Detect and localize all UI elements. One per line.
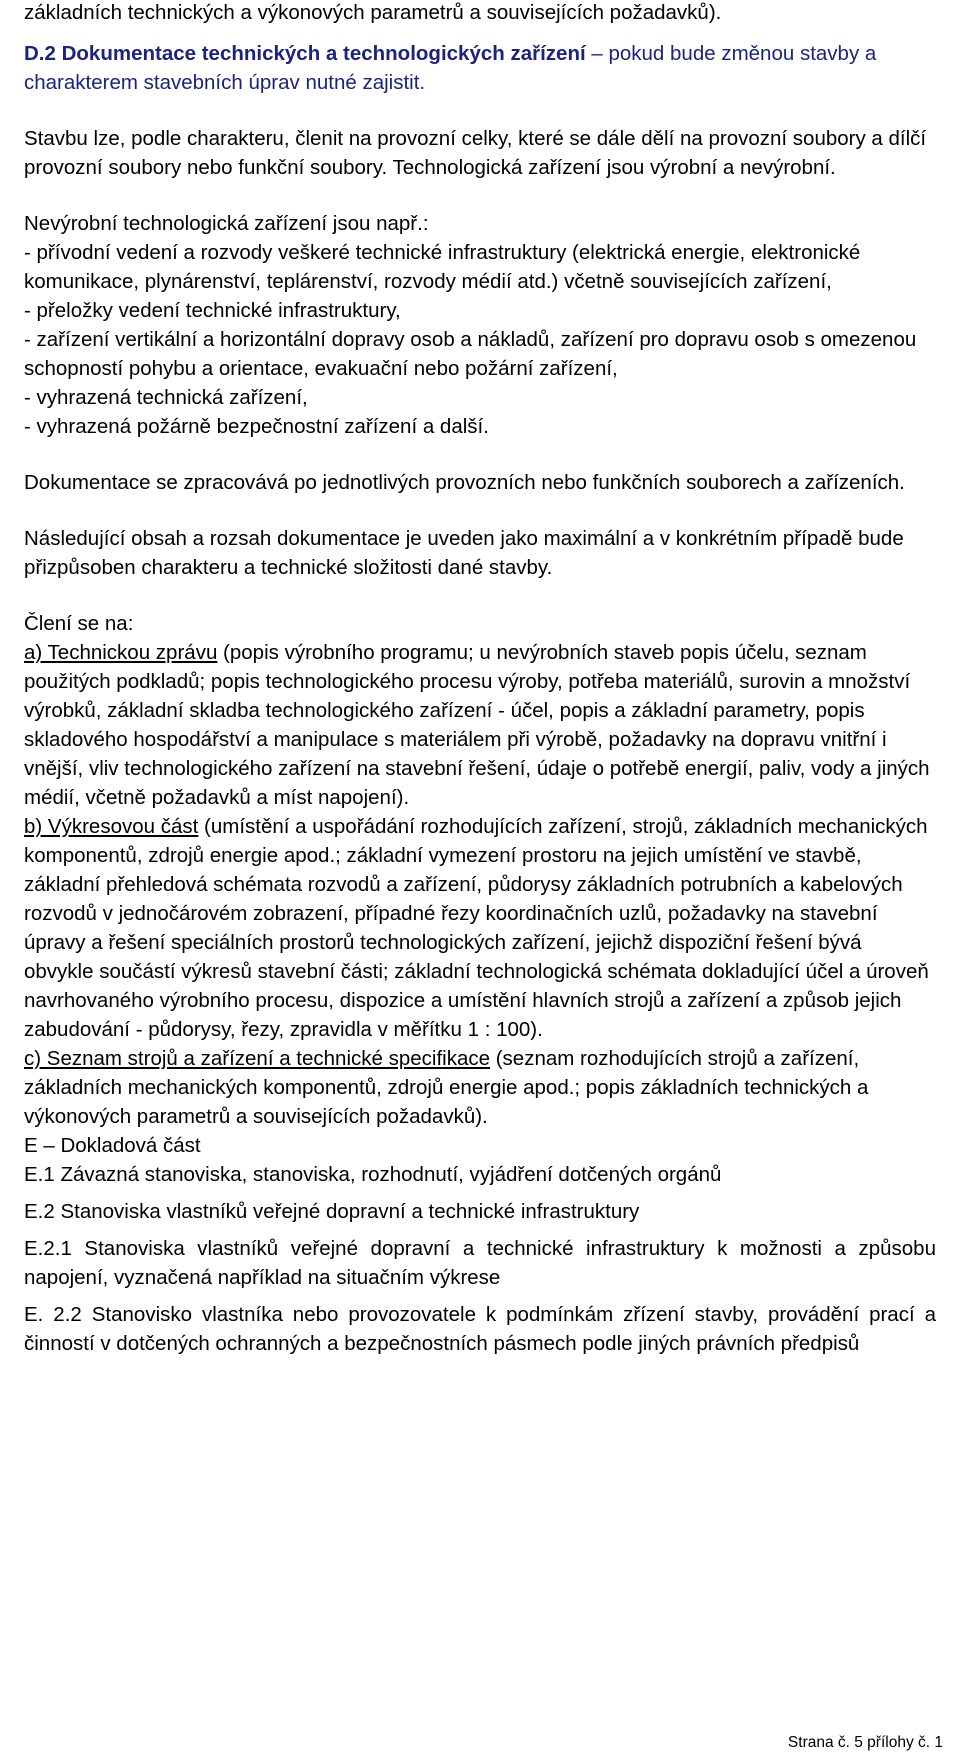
item-c: [24, 1044, 936, 1131]
section-e21: E.2.1 Stanoviska vlastníků veřejné dopravní a technické infrastruktury k možnosti a způsobu napojení, vyznačená například na situačním výkrese: [24, 1237, 936, 1289]
cleni-title: Člení se na:: [24, 612, 134, 635]
list-item: - přeložky vedení technické infrastruktury,: [24, 299, 401, 322]
page-footer: Strana č. 5 přílohy č. 1: [787, 1734, 943, 1751]
section-e22: E. 2.2 Stanovisko vlastníka nebo provozovatele k podmínkám zřízení stavby, provádění prací a činností v dotčených ochranných a bezpečnostních pásmech podle jiných právních předpisů: [24, 1303, 936, 1355]
item-a-text: (popis výrobního programu; u nevýrobních staveb popis účelu, seznam použitých podkladů; popis technologického procesu výroby, potřeba materiálů, surovin a množství výrobků, základní skladba technologického zařízení - účel, popis a základní parametry, popis skladového hospodářství a manipulace s materiálem při výrobě, požadavky na dopravu vnitřní i vnější, vliv technologického zařízení na stavební řešení, údaje o potřebě energií, paliv, vody a jiných médií, včetně požadavků a míst napojení).: [24, 641, 930, 809]
section-e1: E.1 Závazná stanoviska, stanoviska, rozhodnutí, vyjádření dotčených orgánů: [24, 1163, 722, 1186]
item-a-label: a) Technickou zprávu: [24, 641, 218, 664]
list-item: - přívodní vedení a rozvody veškeré technické infrastruktury (elektrická energie, elektronické komunikace, plynárenství, teplárenství, rozvody médií atd.) včetně souvisejících zařízení,: [24, 241, 861, 293]
nevyrobni-block: [24, 209, 936, 441]
item-b-label: b) Výkresovou část: [24, 815, 199, 838]
section-d2: [24, 39, 936, 97]
nevyrobni-title: Nevýrobní technologická zařízení jsou např.:: [24, 212, 429, 235]
section-d2-text: – pokud bude změnou stavby a charakterem stavebních úprav nutné zajistit.: [24, 42, 877, 94]
list-item: - vyhrazená technická zařízení,: [24, 386, 308, 409]
stavba-paragraph: Stavbu lze, podle charakteru, členit na provozní celky, které se dále dělí na provozní soubory a dílčí provozní soubory nebo funkční soubory. Technologická zařízení jsou výrobní a nevýrobní.: [24, 127, 927, 179]
section-d2-heading: D.2 Dokumentace technických a technologických zařízení: [24, 42, 586, 65]
item-a: [24, 638, 936, 812]
continuation-text: základních technických a výkonových parametrů a souvisejících požadavků).: [24, 1, 722, 24]
section-e2: E.2 Stanoviska vlastníků veřejné dopravní a technické infrastruktury: [24, 1200, 640, 1223]
item-b: [24, 812, 936, 1044]
item-b-text: (umístění a uspořádání rozhodujících zařízení, strojů, základních mechanických komponentů, zdrojů energie apod.; základní vymezení prostoru na jejich umístění ve stavbě, základní přehledová schémata rozvodů a zařízení, půdorysy základních potrubních a kabelových rozvodů v jednočárovém zobrazení, případné řezy koordinačních uzlů, požadavky na stavební úpravy a řešení speciálních prostorů technologických zařízení, jejichž dispoziční řešení bývá obvykle součástí výkresů stavební části; základní technologická schémata dokladující účel a úroveň navrhovaného výrobního procesu, dispozice a umístění hlavních strojů a zařízení a způsob jejich zabudování - půdorysy, řezy, zpravidla v měřítku 1 : 100).: [24, 815, 929, 1041]
cleni-block: [24, 609, 936, 1131]
continuation-paragraph: [24, 0, 936, 27]
list-item: - zařízení vertikální a horizontální dopravy osob a nákladů, zařízení pro dopravu osob s omezenou schopností pohybu a orientace, evakuační nebo požární zařízení,: [24, 328, 917, 380]
nasledujici-paragraph: Následující obsah a rozsah dokumentace je uveden jako maximální a v konkrétním případě bude přizpůsoben charakteru a technické složitosti dané stavby.: [24, 527, 904, 579]
dokumentace-paragraph: Dokumentace se zpracovává po jednotlivých provozních nebo funkčních souborech a zařízeních.: [24, 471, 905, 494]
item-c-label: c) Seznam strojů a zařízení a technické specifikace: [24, 1047, 491, 1070]
list-item: - vyhrazená požárně bezpečnostní zařízení a další.: [24, 415, 489, 438]
section-e-heading: E – Dokladová část: [24, 1134, 201, 1157]
item-c-text: (seznam rozhodujících strojů a zařízení, základních mechanických komponentů, zdrojů energie apod.; popis základních technických a výkonových parametrů a souvisejících požadavků).: [24, 1047, 869, 1128]
